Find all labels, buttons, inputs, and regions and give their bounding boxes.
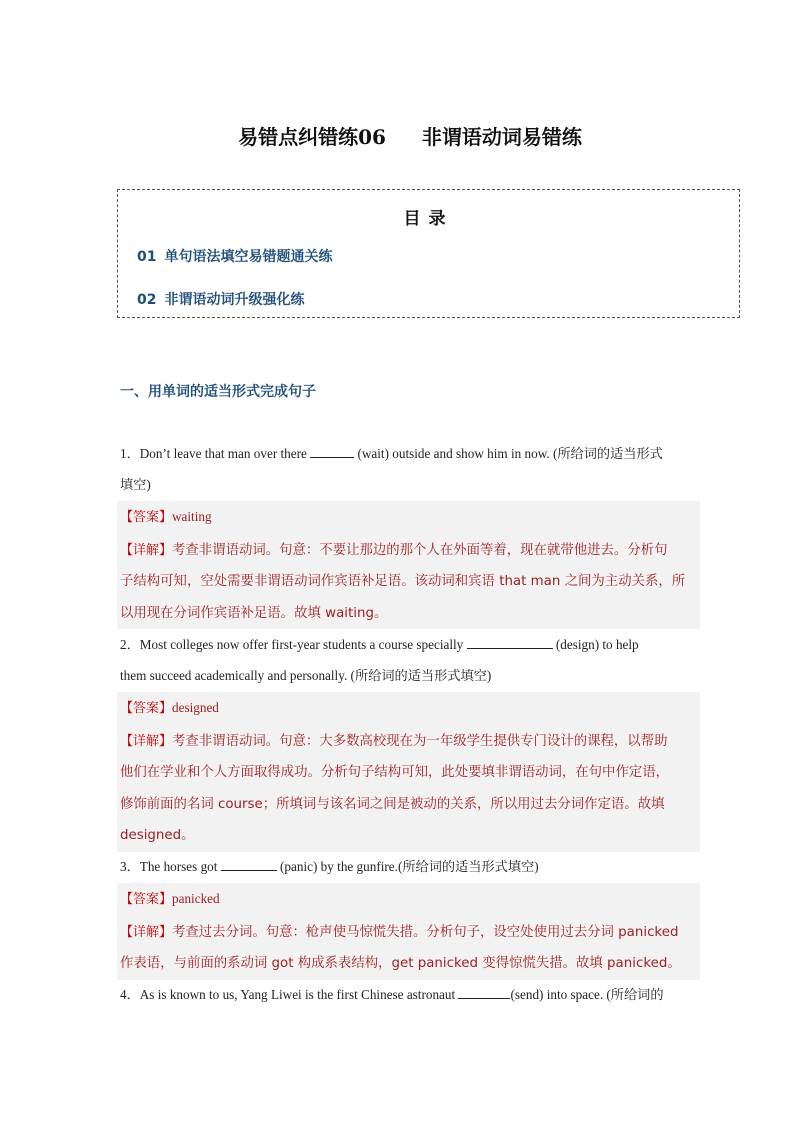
toc-item-02[interactable] bbox=[137, 289, 304, 309]
table-of-contents bbox=[117, 189, 740, 318]
answer-blank bbox=[467, 636, 553, 649]
answer-block-3 bbox=[117, 883, 700, 980]
question-text-post: (send) into space. (所给词的 bbox=[510, 987, 664, 1002]
detail-line bbox=[117, 534, 700, 567]
question-text-post: (wait) outside and show him in now. (所给词的适当形式 bbox=[357, 446, 663, 461]
question-text bbox=[120, 979, 700, 1010]
answer-block-2 bbox=[117, 692, 700, 852]
detail-text: 子结构可知，空处需要非谓语动词作宾语补足语。该动词和宾语 that man 之间为主动关系，所 bbox=[120, 574, 686, 589]
toc-item-number: 01 bbox=[137, 249, 157, 265]
question-text-post: (panic) by the gunfire.(所给词的适当形式填空) bbox=[280, 859, 539, 874]
answer-blank bbox=[310, 445, 354, 458]
answer-value: designed bbox=[172, 700, 219, 715]
answer-blank bbox=[221, 858, 277, 871]
question-text-pre: 2．Most colleges now offer first-year students a course specially bbox=[120, 637, 464, 652]
question-4 bbox=[120, 979, 700, 1010]
answer-block-1 bbox=[117, 501, 700, 629]
toc-item-number: 02 bbox=[137, 292, 157, 308]
question-text-pre: 3．The horses got bbox=[120, 859, 218, 874]
detail-text: designed。 bbox=[120, 828, 195, 843]
detail-tag: 【详解】 bbox=[120, 924, 173, 940]
question-2 bbox=[120, 629, 700, 691]
detail-tag: 【详解】 bbox=[120, 542, 173, 558]
toc-item-01[interactable] bbox=[137, 246, 332, 266]
question-text bbox=[120, 438, 700, 469]
answer-value: panicked bbox=[172, 891, 220, 906]
title-sub: 非谓语动词易错练 bbox=[421, 125, 582, 149]
detail-text: 考查过去分词。句意：枪声使马惊慌失措。分析句子，设空处使用过去分词 panicked bbox=[172, 924, 679, 940]
answer-tag: 【答案】 bbox=[120, 892, 173, 907]
answer-value: waiting bbox=[172, 509, 212, 524]
detail-text: 他们在学业和个人方面取得成功。分析句子结构可知，此处要填非谓语动词，在句中作定语， bbox=[120, 765, 670, 780]
section-heading: 一、用单词的适当形式完成句子 bbox=[120, 384, 316, 400]
answer-line bbox=[117, 883, 700, 916]
question-text-pre: 4．As is known to us, Yang Liwei is the first Chinese astronaut bbox=[120, 987, 456, 1002]
page-title bbox=[0, 121, 794, 150]
detail-line bbox=[117, 725, 700, 758]
question-text-post: (design) to help bbox=[555, 637, 639, 652]
detail-line bbox=[117, 916, 700, 949]
detail-text: 考查非谓语动词。句意：大多数高校现在为一年级学生提供专门设计的课程，以帮助 bbox=[172, 733, 668, 749]
answer-line bbox=[117, 692, 700, 725]
answer-tag: 【答案】 bbox=[120, 701, 173, 716]
answer-line bbox=[117, 501, 700, 534]
answer-blank bbox=[458, 986, 510, 999]
question-text-pre: 1．Don’t leave that man over there bbox=[120, 446, 307, 461]
detail-text: 考查非谓语动词。句意：不要让那边的那个人在外面等着，现在就带他进去。分析句 bbox=[172, 542, 668, 558]
question-text bbox=[120, 851, 700, 882]
detail-text: 以用现在分词作宾语补足语。故填 waiting。 bbox=[120, 605, 388, 621]
question-text bbox=[120, 629, 700, 660]
toc-item-label: 单句语法填空易错题通关练 bbox=[164, 249, 333, 265]
question-text-cont: 填空) bbox=[120, 477, 151, 492]
detail-tag: 【详解】 bbox=[120, 733, 173, 749]
detail-text: 修饰前面的名词 course；所填词与该名词之间是被动的关系，所以用过去分词作定语。故填 bbox=[120, 796, 665, 812]
question-3 bbox=[120, 851, 700, 882]
title-main: 易错点纠错练06 bbox=[238, 125, 386, 149]
answer-tag: 【答案】 bbox=[120, 510, 173, 525]
toc-heading: 目录 bbox=[403, 209, 454, 229]
detail-text: 作表语，与前面的系动词 got 构成系表结构，get panicked 变得惊慌失措。故填 panicked。 bbox=[120, 956, 681, 971]
question-1 bbox=[120, 438, 700, 500]
toc-item-label: 非谓语动词升级强化练 bbox=[164, 292, 305, 308]
question-text-cont: them succeed academically and personally. (所给词的适当形式填空) bbox=[120, 668, 492, 683]
